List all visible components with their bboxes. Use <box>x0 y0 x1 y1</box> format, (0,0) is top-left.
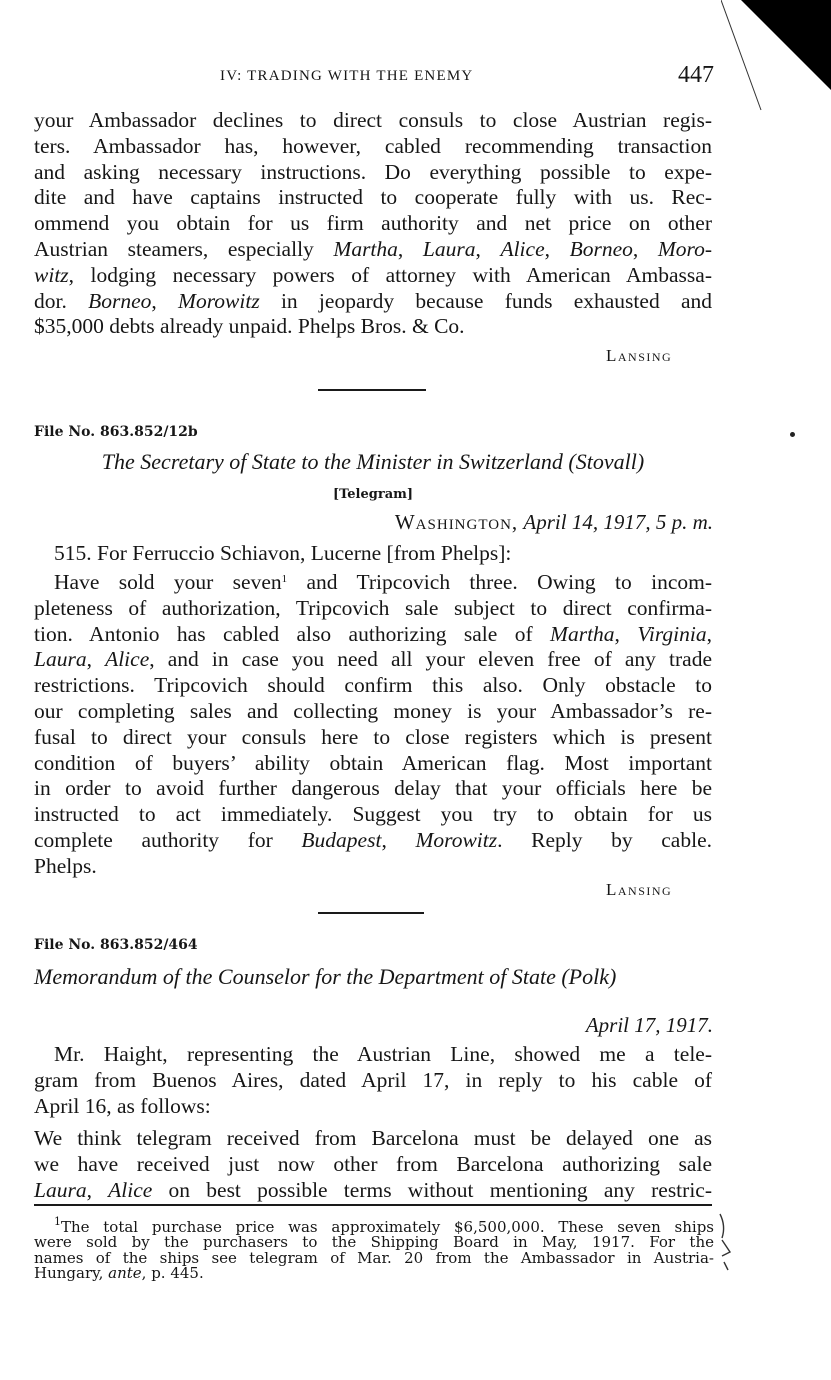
text-line: Austrian steamers, especially Martha, Laura, Alice, Borneo, Moro- <box>34 236 713 261</box>
margin-pencil-mark <box>712 1212 736 1274</box>
signature-lansing-2: Lansing <box>606 880 673 899</box>
running-head <box>34 64 714 90</box>
text-line: Laura, Alice, and in case you need all your eleven free of any trade <box>34 647 712 672</box>
text-line: dor. Borneo, Morowitz in jeopardy because funds exhausted and <box>34 288 712 313</box>
text-line: Hungary, ante, p. 445. <box>34 1264 204 1283</box>
memo-paragraph <box>34 1042 712 1119</box>
text-line: witz, lodging necessary powers of attorney with American Ambassa- <box>34 262 712 287</box>
telegram-label: [Telegram] <box>332 487 414 502</box>
italic-ship-name: Borneo <box>569 236 633 261</box>
text-line: Laura, Alice on best possible terms without mentioning any restric- <box>34 1177 712 1202</box>
memo-date <box>586 1013 713 1038</box>
text-line: your Ambassador declines to direct consuls to close Austrian regis- <box>34 108 712 132</box>
text-line: condition of buyers’ ability obtain American flag. Most important <box>34 750 712 775</box>
italic-ship-name: Alice <box>105 647 150 672</box>
dateline-place: Washington, <box>394 510 519 534</box>
italic-ship-name: Laura <box>34 647 87 672</box>
italic-ship-name: Borneo <box>88 288 152 313</box>
text-line: April 16, as follows: <box>34 1093 211 1118</box>
address-line <box>34 541 712 567</box>
text-line: our completing sales and collecting money is your Ambassador’s re- <box>34 698 712 723</box>
italic-ship-name: Martha <box>333 236 398 261</box>
text-line: we have received just now other from Barcelona authorizing sale <box>34 1151 712 1176</box>
text-line: $35,000 debts already unpaid. Phelps Bros. & Co. <box>34 314 465 339</box>
text-line: We think telegram received from Barcelona must be delayed one as <box>34 1126 712 1150</box>
footnote-marker: 1 <box>54 1215 61 1228</box>
running-head-title: IV: TRADING WITH THE ENEMY <box>220 68 474 84</box>
signature-lansing-1: Lansing <box>606 346 673 365</box>
text-line: names of the ships see telegram of Mar. 20 from the Ambassador in Austria- <box>34 1248 714 1267</box>
memo-date-text: April 17, 1917. <box>585 1013 713 1037</box>
italic-ship-name: Laura <box>34 1177 87 1202</box>
text-line: complete authority for Budapest, Morowitz. Reply by cable. <box>34 827 712 852</box>
italic-ship-name: Budapest <box>301 827 382 852</box>
text-line: gram from Buenos Aires, dated April 17, in reply to his cable of <box>34 1067 712 1092</box>
document-heading: The Secretary of State to the Minister in Switzerland (Stovall) <box>101 449 645 474</box>
text-line: were sold by the purchasers to the Shipping Board in May, 1917. For the <box>34 1233 714 1252</box>
section-divider <box>318 389 426 391</box>
file-number: File No. 863.852/464 <box>34 937 198 953</box>
text-line: Phelps. <box>34 853 97 878</box>
italic-ship-name: Laura <box>422 236 476 261</box>
text-line: Have sold your seven$^1$ and Tripcovich three. Owing to incom- <box>54 570 712 594</box>
italic-ship-name: Morowitz <box>415 827 498 852</box>
italic-ship-name: Moro- <box>657 236 713 261</box>
text-line: restrictions. Tripcovich should confirm this also. Only obstacle to <box>34 673 712 698</box>
ink-speck <box>790 432 795 437</box>
italic-ship-name: Alice <box>500 236 545 261</box>
text-line: pleteness of authorization, Tripcovich sale subject to direct confirma- <box>34 595 712 620</box>
footnote <box>34 1214 714 1282</box>
section-divider <box>318 912 424 914</box>
footnote-rule <box>34 1204 712 1206</box>
text-line: Mr. Haight, representing the Austrian Line, showed me a tele- <box>54 1042 712 1066</box>
text-line: tion. Antonio has cabled also authorizing sale of Martha, Virginia, <box>34 621 712 646</box>
italic-ship-name: Martha <box>550 621 615 646</box>
quoted-telegram <box>34 1126 712 1203</box>
text-line: $^1$The total purchase price was approximately $6,500,000. These seven ships <box>54 1215 714 1236</box>
dateline-date: April 14, 1917, 5 p. m. <box>523 510 713 534</box>
dateline <box>395 510 713 535</box>
document-heading: Memorandum of the Counselor for the Department of State (Polk) <box>34 964 617 989</box>
text-line: ters. Ambassador has, however, cabled recommending transaction <box>34 133 712 158</box>
top-paragraph <box>34 108 712 340</box>
italic-ship-name: Alice <box>108 1177 153 1202</box>
text-line: in order to avoid further dangerous delay that your officials here be <box>34 776 712 801</box>
text-line: 515. For Ferruccio Schiavon, Lucerne [from Phelps]: <box>54 541 512 565</box>
italic-ship-name: ante <box>108 1264 142 1283</box>
italic-ship-name: Morowitz <box>178 288 260 313</box>
footnote-lines <box>34 1214 714 1282</box>
file-number: File No. 863.852/12b <box>34 424 198 440</box>
telegram-body <box>34 567 712 880</box>
page-number: 447 <box>678 62 714 88</box>
text-line: and asking necessary instructions. Do everything possible to expe- <box>34 159 712 184</box>
text-line: instructed to act immediately. Suggest you try to obtain for us <box>34 802 712 827</box>
scan-corner-shadow <box>721 0 831 120</box>
text-line: dite and have captains instructed to cooperate fully with us. Rec- <box>34 185 712 210</box>
text-line: fusal to direct your consuls here to close registers which is present <box>34 724 712 749</box>
italic-ship-name: witz <box>34 262 69 287</box>
footnote-reference: 1 <box>281 573 288 585</box>
text-line: ommend you obtain for us firm authority and net price on other <box>34 211 712 236</box>
italic-ship-name: Virginia <box>637 621 707 646</box>
